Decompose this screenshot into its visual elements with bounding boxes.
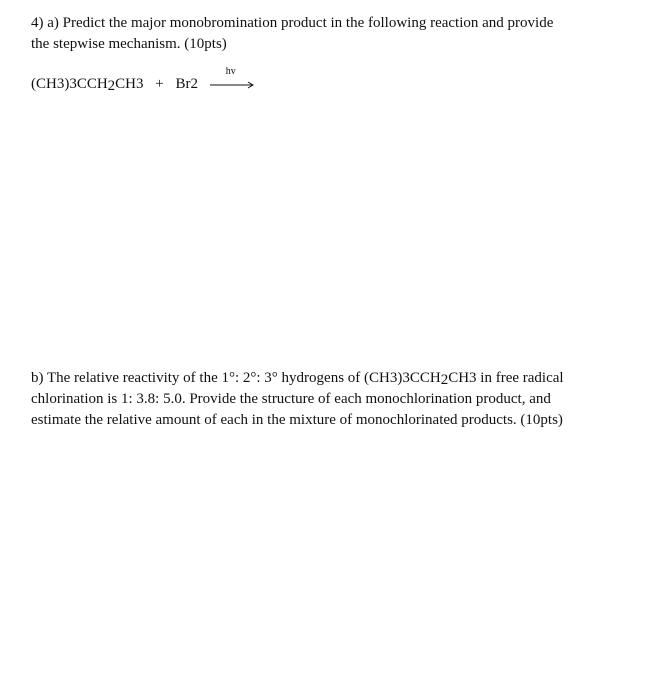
reactant-formula-part2: CH3 xyxy=(115,76,144,92)
question-4b-line-2: chlorination is 1: 3.8: 5.0. Provide the structure of each monochlorination product, and xyxy=(31,391,551,407)
reaction-equation xyxy=(31,66,256,94)
plus-sign: + xyxy=(155,76,164,92)
question-4b-text xyxy=(31,368,621,431)
right-arrow-icon xyxy=(210,80,256,90)
reagent-formula: Br2 xyxy=(175,76,198,92)
question-4b-line-3: estimate the relative amount of each in the mixture of monochlorinated products. (10pts) xyxy=(31,412,563,428)
question-4b-line-1 xyxy=(31,370,564,388)
reactant-subscript: 2 xyxy=(107,78,116,94)
reaction-arrow xyxy=(210,66,256,94)
question-4a-line-2: the stepwise mechanism. (10pts) xyxy=(31,36,227,52)
reactant-formula-part1: (CH3)3CCH xyxy=(31,76,108,92)
question-4b-line-1-subscript: 2 xyxy=(440,372,449,388)
question-4b-line-1-part1: b) The relative reactivity of the 1°: 2°: 3° hydrogens of (CH3)3CCH xyxy=(31,370,441,386)
question-4a-line-1: 4) a) Predict the major monobromination product in the following reaction and provide xyxy=(31,15,554,31)
question-4a-text xyxy=(31,13,621,55)
question-4b-line-1-part2: CH3 in free radical xyxy=(448,370,564,386)
reactant-formula xyxy=(31,76,144,94)
reaction-condition-label: hv xyxy=(225,66,236,77)
